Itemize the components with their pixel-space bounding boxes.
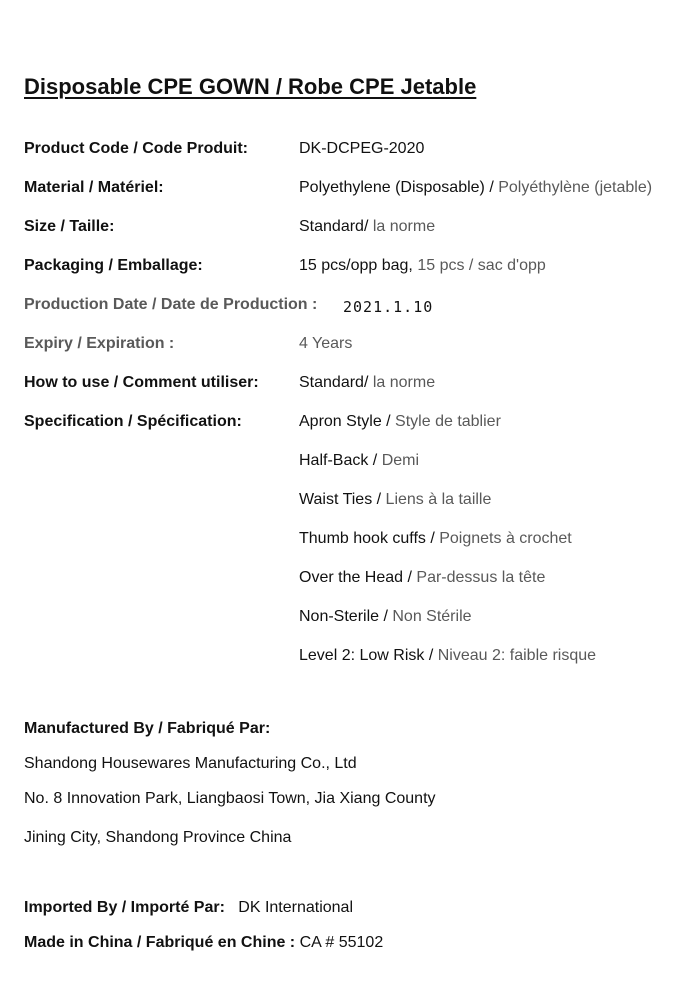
packaging-value (299, 257, 546, 275)
packaging-label: Packaging / Emballage: (24, 257, 203, 274)
material-value (299, 179, 652, 197)
specification-item (299, 413, 501, 431)
specification-row (0, 491, 700, 513)
specification-item (299, 647, 596, 665)
material-value-en: Polyethylene (Disposable) / (299, 179, 494, 196)
origin-value: CA # 55102 (299, 934, 384, 951)
manufacturer-heading: Manufactured By / Fabriqué Par: (24, 720, 271, 737)
how-to-use-value-fr: la norme (368, 374, 436, 391)
size-value-en: Standard/ (299, 218, 369, 235)
product-code-label: Product Code / Code Produit: (24, 140, 248, 157)
spec-fr: Poignets à crochet (434, 530, 572, 547)
manufacturer-name: Shandong Housewares Manufacturing Co., Ltd (24, 755, 357, 772)
spec-en: Half-Back / (299, 452, 378, 469)
spec-fr: Par-dessus la tête (411, 569, 546, 586)
material-label: Material / Matériel: (24, 179, 164, 196)
expiry-value: 4 Years (299, 335, 353, 352)
material-row (0, 179, 700, 201)
importer-value: DK International (238, 899, 353, 916)
specification-row (0, 530, 700, 552)
spec-en: Apron Style / (299, 413, 391, 430)
production-date-row (0, 296, 700, 318)
specification-row (0, 647, 700, 669)
spec-fr: Style de tablier (390, 413, 501, 430)
specification-item (299, 491, 491, 509)
expiry-row (0, 335, 700, 357)
spec-fr: Demi (377, 452, 420, 469)
how-to-use-value-en: Standard/ (299, 374, 369, 391)
production-date-label: Production Date / Date de Production : (24, 296, 318, 313)
origin-row (24, 934, 383, 952)
specification-label: Specification / Spécification: (24, 413, 242, 430)
specification-item (299, 530, 572, 548)
packaging-value-en: 15 pcs/opp bag, (299, 257, 413, 274)
material-value-fr: Polyéthylène (jetable) (493, 179, 653, 196)
spec-fr: Liens à la taille (381, 491, 492, 508)
importer-label: Imported By / Importé Par: (24, 899, 225, 916)
production-date-value: 2021.1.10 (343, 298, 434, 316)
product-code-row (0, 140, 700, 162)
packaging-row (0, 257, 700, 279)
specification-item (299, 569, 545, 587)
specification-row (0, 569, 700, 591)
product-code-value: DK-DCPEG-2020 (299, 140, 425, 157)
spec-en: Thumb hook cuffs / (299, 530, 435, 547)
document-title: Disposable CPE GOWN / Robe CPE Jetable (24, 74, 477, 99)
spec-en: Waist Ties / (299, 491, 382, 508)
expiry-label: Expiry / Expiration : (24, 335, 175, 352)
size-value-fr: la norme (368, 218, 436, 235)
how-to-use-label: How to use / Comment utiliser: (24, 374, 259, 391)
origin-label: Made in China / Fabriqué en Chine : (24, 934, 296, 951)
manufacturer-address-line2: Jining City, Shandong Province China (24, 829, 292, 846)
manufacturer-address-line1: No. 8 Innovation Park, Liangbaosi Town, Jia Xiang County (24, 790, 436, 807)
size-row (0, 218, 700, 240)
how-to-use-value (299, 374, 435, 392)
how-to-use-row (0, 374, 700, 396)
packaging-value-fr: 15 pcs / sac d'opp (412, 257, 546, 274)
spec-en: Non-Sterile / (299, 608, 388, 625)
spec-fr: Niveau 2: faible risque (433, 647, 597, 664)
spec-fr: Non Stérile (387, 608, 472, 625)
size-label: Size / Taille: (24, 218, 115, 235)
spec-en: Level 2: Low Risk / (299, 647, 434, 664)
specification-item (299, 452, 419, 470)
specification-row (0, 608, 700, 630)
size-value (299, 218, 435, 236)
spec-en: Over the Head / (299, 569, 412, 586)
specification-item (299, 608, 472, 626)
specification-row (0, 452, 700, 474)
specification-row (0, 413, 700, 435)
importer-row (24, 899, 353, 917)
